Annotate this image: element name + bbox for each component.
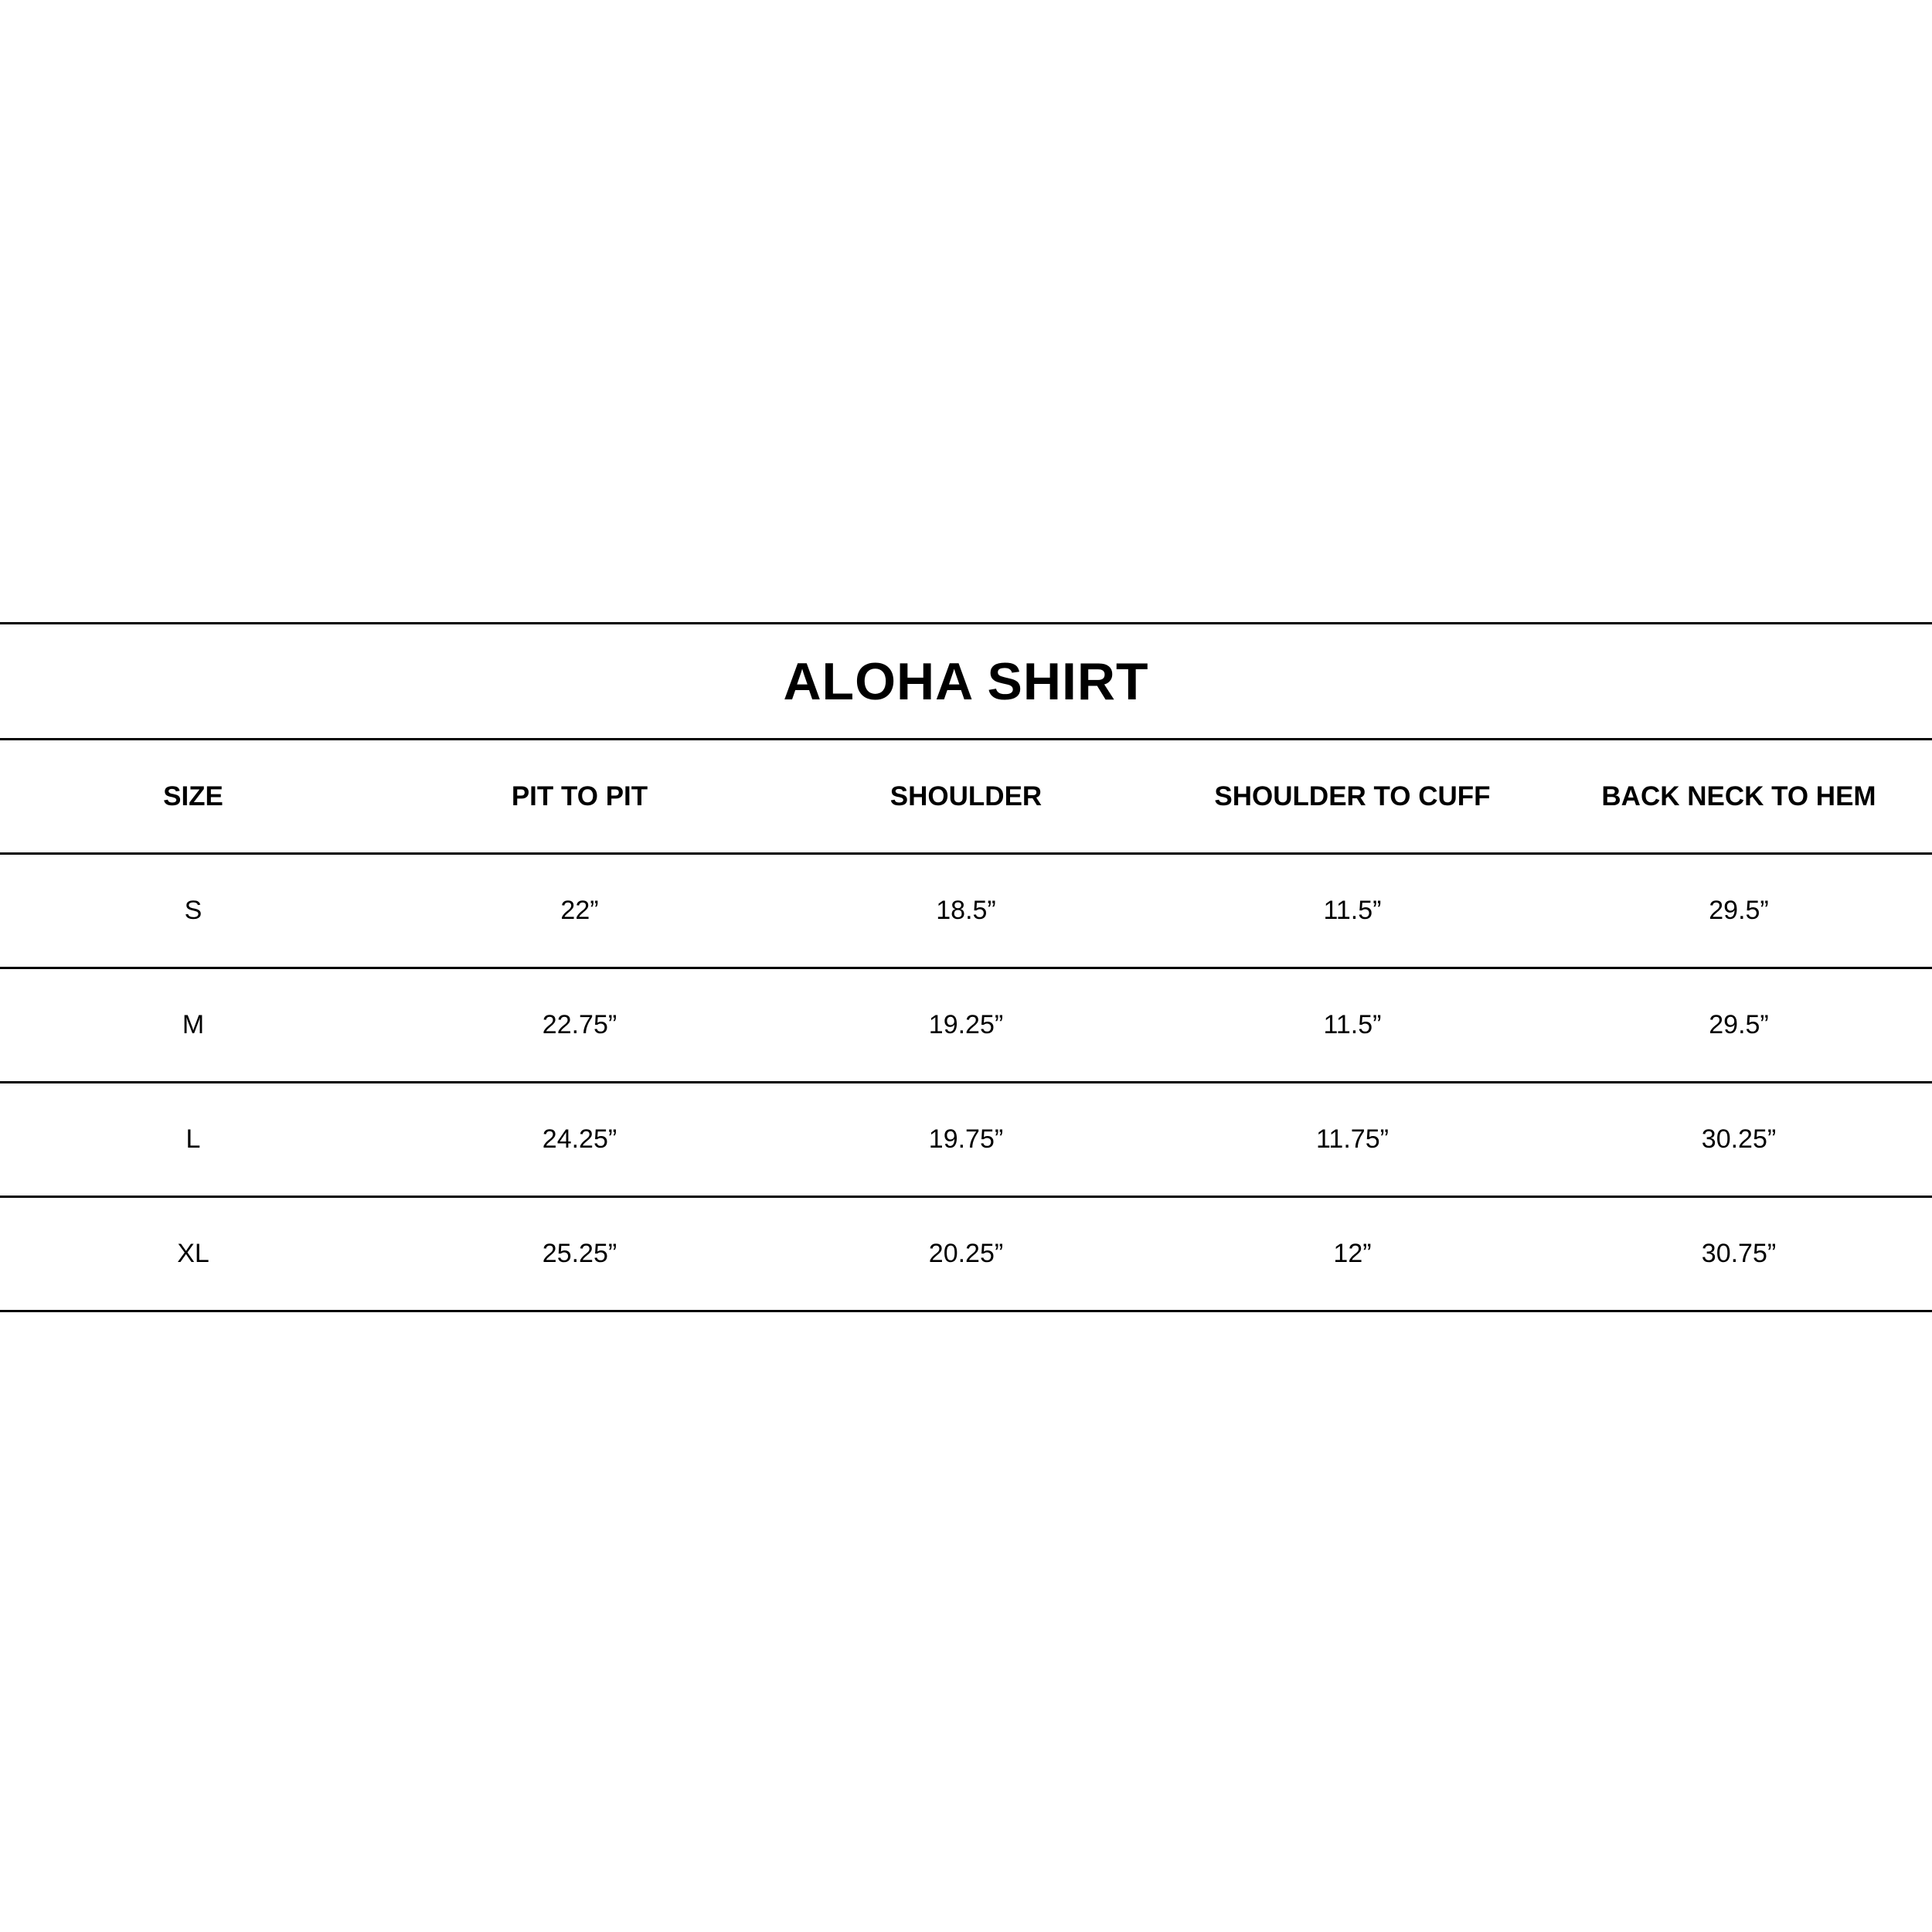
- table-cell: XL: [177, 1239, 209, 1268]
- table-cell: M: [182, 1010, 205, 1039]
- table-cell: 30.25”: [1701, 1124, 1777, 1154]
- table-cell: 19.25”: [928, 1010, 1004, 1039]
- table-cell: L: [185, 1124, 201, 1154]
- table-cell: S: [184, 896, 202, 925]
- table-cell: 19.75”: [928, 1124, 1004, 1154]
- table-cell: 22.75”: [542, 1010, 617, 1039]
- column-header-shoulder-to-cuff: SHOULDER TO CUFF: [1214, 781, 1491, 811]
- table-row-xl: [0, 1198, 1932, 1312]
- table-cell: 25.25”: [542, 1239, 617, 1268]
- table-cell: 11.5”: [1323, 896, 1382, 925]
- table-cell: 11.75”: [1316, 1124, 1389, 1154]
- table-row-m: [0, 969, 1932, 1083]
- table-cell: 24.25”: [542, 1124, 617, 1154]
- chart-title: ALOHA SHIRT: [0, 624, 1932, 740]
- size-chart-table: [0, 622, 1932, 1312]
- table-cell: 29.5”: [1709, 1010, 1769, 1039]
- column-header-size: SIZE: [163, 781, 223, 811]
- table-cell: 12”: [1333, 1239, 1372, 1268]
- table-header-row: [0, 740, 1932, 855]
- column-header-back-neck-to-hem: BACK NECK TO HEM: [1601, 781, 1876, 811]
- table-cell: 30.75”: [1701, 1239, 1777, 1268]
- table-cell: 22”: [560, 896, 599, 925]
- table-cell: 18.5”: [936, 896, 996, 925]
- column-header-shoulder: SHOULDER: [889, 781, 1043, 811]
- table-row-s: [0, 855, 1932, 969]
- table-cell: 11.5”: [1323, 1010, 1382, 1039]
- table-cell: 29.5”: [1709, 896, 1769, 925]
- table-row-l: [0, 1083, 1932, 1198]
- table-cell: 20.25”: [928, 1239, 1004, 1268]
- column-header-pit-to-pit: PIT TO PIT: [511, 781, 648, 811]
